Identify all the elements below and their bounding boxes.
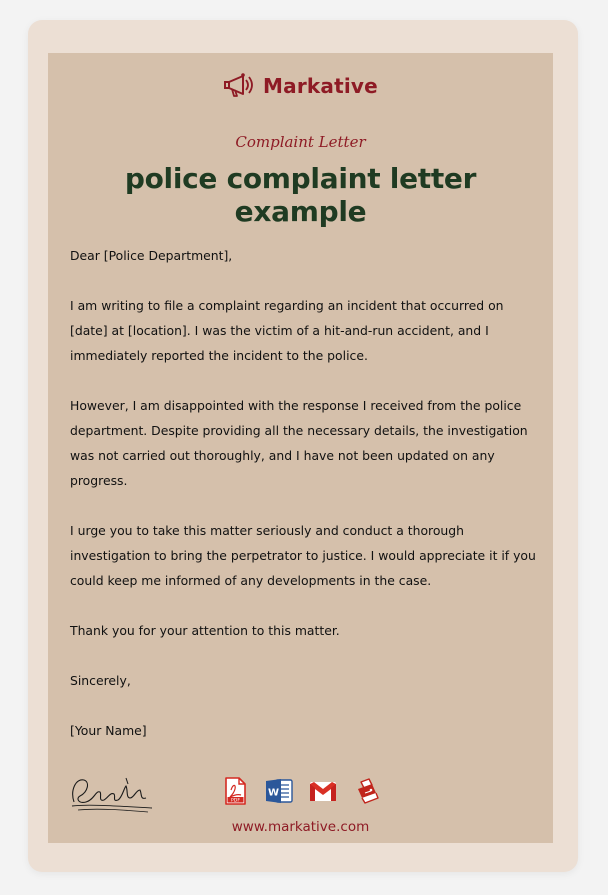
letter-card [48,53,553,843]
print-icon[interactable] [352,776,382,806]
brand-name: Markative [263,74,378,98]
letter-paragraph-1: I am writing to file a complaint regarding an incident that occurred on [date] at [location]. I was the victim of a hit-and-run accident, and I immediately reported the incident to the police. [70,298,504,363]
page-title: police complaint letter example [124,162,477,228]
letter-paragraph-2: However, I am disappointed with the response I received from the police department. Despite providing all the necessary details, the investigation was not carried out thoroughly, and I have not been updated on any progress. [70,398,528,488]
gmail-icon[interactable] [308,776,338,806]
letter-salutation: Dear [Police Department], [70,248,233,263]
word-icon[interactable] [264,776,294,806]
letter-closing: Sincerely, [70,673,131,688]
megaphone-icon [223,70,259,102]
letter-paragraph-4: Thank you for your attention to this matter. [70,623,340,638]
brand-logo[interactable] [48,69,553,103]
letter-body [70,243,540,743]
svg-text:PDF: PDF [231,798,240,804]
download-options [220,775,382,807]
page-frame [28,20,578,872]
pdf-icon[interactable] [220,776,250,806]
letter-category: Complaint Letter [235,133,366,151]
svg-text:W: W [267,787,280,799]
signature-image [68,768,156,816]
website-link[interactable]: www.markative.com [231,819,370,835]
letter-signature-name: [Your Name] [70,723,147,738]
letter-paragraph-3: I urge you to take this matter seriously and conduct a thorough investigation to bring the perpetrator to justice. I would appreciate it if you could keep me informed of any developments in the case. [70,523,536,588]
